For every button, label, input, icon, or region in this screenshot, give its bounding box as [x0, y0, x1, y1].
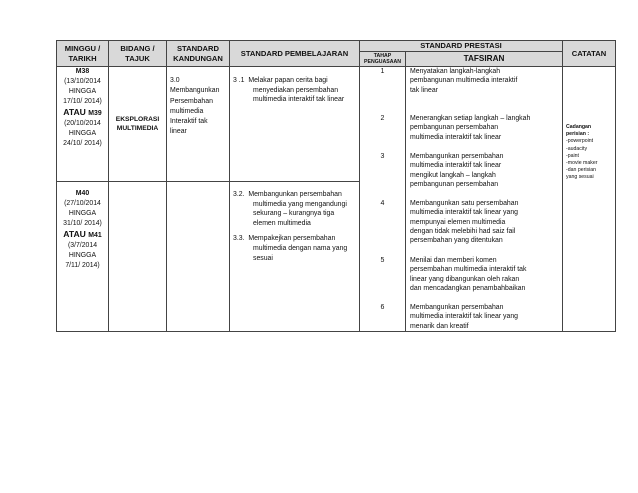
tafsiran-text: multimedia interaktif tak linear: [410, 133, 502, 141]
tafsiran-text: persembahan multimedia interaktif tak: [410, 266, 527, 274]
sp-text: multimedia interaktif tak linear: [253, 96, 345, 104]
date-text: (27/10/2014: [64, 200, 101, 208]
tahap-cell: [360, 67, 406, 332]
bidang-cell: [109, 67, 167, 182]
tahap-level: [360, 152, 405, 199]
table-row: [57, 67, 616, 182]
empty-cell: [167, 182, 230, 332]
tahap-number: 4: [380, 200, 385, 207]
catatan-cell: [563, 67, 616, 332]
tafsiran-text: Menyatakan langkah-langkah: [410, 68, 501, 75]
tafsiran-text: dengan tidak melebihi had saiz fail: [410, 227, 516, 235]
tahap-number: 3: [380, 153, 385, 160]
catatan-heading: Cadangan: [566, 124, 592, 130]
date-text: 7/11/ 2014): [65, 262, 100, 270]
tafsiran-item: [410, 199, 560, 256]
sp-text: multimedia dengan nama yang: [253, 245, 348, 253]
sp-text: Melakar papan cerita bagi: [248, 77, 328, 84]
catatan-item: -movie maker: [566, 160, 598, 167]
tafsiran-text: persembahan yang ditentukan: [410, 237, 503, 245]
tafsiran-text: pembangunan persembahan: [410, 124, 499, 132]
sk-text: multimedia: [170, 107, 204, 115]
header-standard-pembelajaran: STANDARD PEMBELAJARAN: [230, 41, 360, 67]
atau-text: ATAU: [63, 107, 86, 117]
week-cell-2: [57, 182, 109, 332]
date-text: 31/10/ 2014): [63, 220, 102, 228]
sp-item-3-3: [233, 234, 357, 263]
sk-text: Persembahan: [170, 97, 213, 105]
catatan-item: -powerpoint: [566, 138, 594, 145]
sp-number: 3.3.: [233, 235, 245, 243]
tahap-level: [360, 199, 405, 256]
tahap-level: [360, 67, 405, 114]
header-row: [57, 41, 616, 52]
tafsiran-text: multimedia interaktif tak linear yang: [410, 209, 519, 217]
catatan-item: -paint: [566, 152, 579, 159]
header-bidang: BIDANG / TAJUK: [109, 41, 167, 67]
rpt-table: [56, 40, 616, 332]
sp-text: menyediakan persembahan: [253, 86, 339, 94]
tafsiran-text: Menerangkan setiap langkah – langkah: [410, 115, 531, 122]
sk-text: Interaktif tak: [170, 118, 208, 126]
tafsiran-text: Membangunkan persembahan: [410, 304, 504, 311]
sp-item-3-1: [233, 76, 357, 105]
header-tafsiran: TAFSIRAN: [406, 52, 563, 67]
sp-text: sekurang – kurangnya tiga: [253, 210, 335, 218]
tafsiran-text: Membangunkan persembahan: [410, 153, 504, 160]
catatan-item: -audacity: [566, 145, 588, 152]
tafsiran-item: [410, 152, 560, 199]
sk-text: linear: [170, 128, 187, 136]
tafsiran-item: [410, 67, 560, 114]
date-text: 24/10/ 2014): [63, 140, 102, 147]
week-alt-label: [57, 229, 108, 241]
tahap-number: 1: [380, 68, 385, 75]
tahap-number: 6: [380, 304, 385, 311]
week-alt: M39: [88, 110, 102, 117]
date-text: HINGGA: [68, 88, 97, 95]
catatan-item: yang sesuai: [566, 174, 594, 181]
tafsiran-item: [410, 256, 560, 303]
tafsiran-text: multimedia interaktif tak linear yang: [410, 313, 519, 321]
sp-text: multimedia yang mengandungi: [253, 200, 347, 208]
sp-item-3-2: [233, 190, 357, 228]
week-alt-label: [57, 107, 108, 119]
header-standard-kandungan: STANDARD KANDUNGAN: [167, 41, 230, 67]
catatan-heading: perisian :: [566, 131, 590, 138]
header-catatan: CATATAN: [563, 41, 616, 67]
date-text: (20/10/2014: [64, 120, 101, 127]
date-text: HINGGA: [68, 210, 97, 218]
tafsiran-cell: [406, 67, 563, 332]
tafsiran-text: multimedia interaktif tak linear: [410, 162, 502, 170]
tafsiran-text: mempunyai elemen multimedia: [410, 218, 506, 226]
date-text: HINGGA: [68, 130, 97, 137]
sp-text: Mempakejkan persembahan: [248, 235, 336, 243]
header-minggu: MINGGU / TARIKH: [57, 41, 109, 67]
sk-text: Membangunkan: [170, 87, 220, 95]
tahap-number: 5: [380, 257, 385, 264]
empty-cell: [109, 182, 167, 332]
tahap-level: [360, 256, 405, 303]
tahap-level: [360, 303, 405, 312]
tafsiran-text: mengikut langkah – langkah: [410, 171, 496, 179]
header-standard-prestasi: STANDARD PRESTASI: [360, 41, 563, 52]
tafsiran-text: menarik dan kreatif: [410, 322, 469, 330]
standard-pembelajaran-cell-2: [230, 182, 360, 332]
tafsiran-item: [410, 303, 560, 331]
sp-text: Membangunkan persembahan: [248, 191, 342, 199]
tafsiran-text: linear yang dibangunkan oleh rakan: [410, 275, 520, 283]
tahap-level: [360, 114, 405, 152]
week-label: M40: [75, 190, 90, 198]
date-text: (13/10/2014: [64, 78, 101, 85]
week-label: M38: [75, 68, 90, 75]
tafsiran-text: Menilai dan memberi komen: [410, 257, 497, 264]
tafsiran-text: tak linear: [410, 86, 438, 94]
week-alt: M41: [88, 232, 102, 240]
tafsiran-text: pembangunan multimedia interaktif: [410, 77, 518, 85]
date-text: 17/10/ 2014): [63, 98, 102, 105]
sk-text: 3.0: [170, 77, 180, 84]
tafsiran-text: pembangunan persembahan: [410, 180, 499, 188]
catatan-item: -dan perisian: [566, 167, 597, 174]
tafsiran-item: [410, 114, 560, 152]
bidang-text: MULTIMEDIA: [116, 125, 159, 133]
sp-number: 3 .1: [233, 77, 245, 84]
date-text: HINGGA: [68, 252, 97, 260]
tahap-number: 2: [380, 115, 385, 122]
tafsiran-text: Membangunkan satu persembahan: [410, 200, 519, 207]
bidang-text: EKSPLORASI: [115, 116, 160, 124]
sp-text: sesuai: [253, 254, 273, 262]
sp-text: elemen multimedia: [253, 219, 311, 227]
week-cell-1: [57, 67, 109, 182]
date-text: (3/7/2014: [67, 242, 98, 250]
header-tahap: TAHAP PENGUASAAN: [360, 52, 406, 67]
sp-number: 3.2.: [233, 191, 245, 199]
standard-kandungan-cell: [167, 67, 230, 182]
standard-pembelajaran-cell-1: [230, 67, 360, 182]
atau-text: ATAU: [63, 229, 86, 240]
tafsiran-text: dan mencadangkan penambahbaikan: [410, 284, 526, 292]
